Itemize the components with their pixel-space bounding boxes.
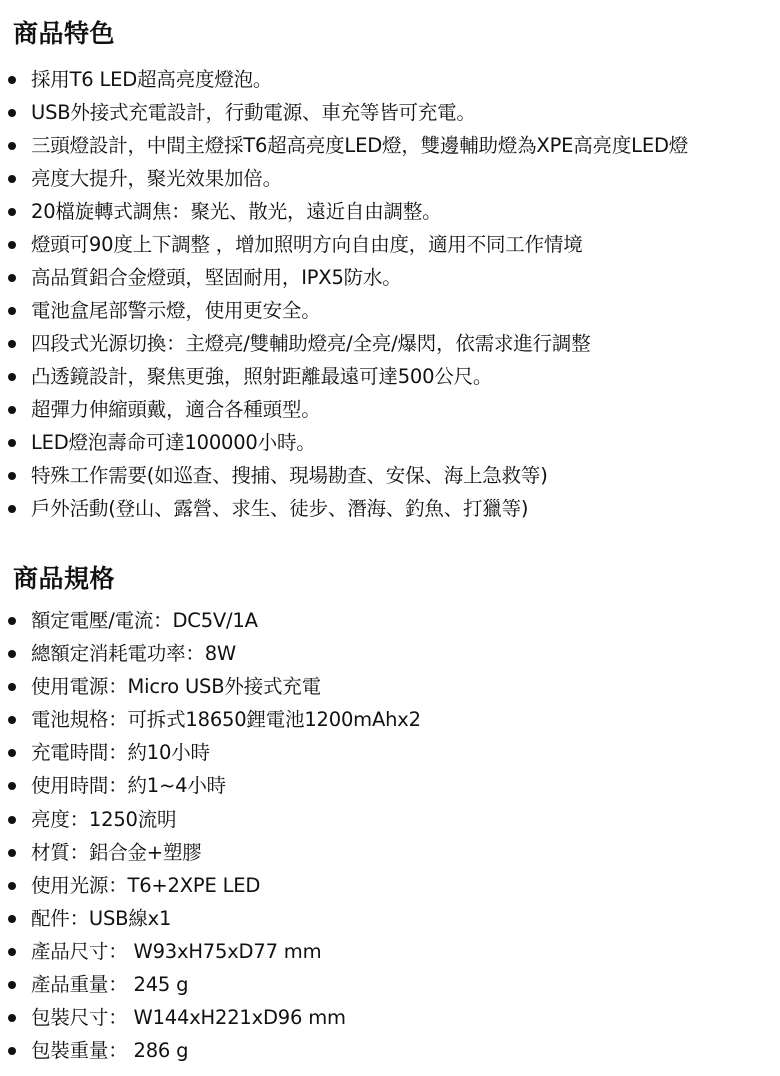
bullet-icon (8, 340, 16, 348)
feature-text: 20檔旋轉式調焦：聚光、散光，遠近自由調整。 (31, 200, 442, 223)
bullet-icon (8, 241, 16, 249)
bullet-icon (8, 472, 16, 480)
bullet-icon (8, 208, 16, 216)
spec-text: 充電時間：約10小時 (31, 741, 210, 765)
bullet-icon (8, 142, 16, 150)
bullet-icon (8, 307, 16, 315)
bullet-icon (8, 849, 16, 857)
spec-text: 材質：鋁合金+塑膠 (31, 840, 202, 864)
bullet-icon (8, 505, 16, 513)
feature-text: 採用T6 LED超高亮度燈泡。 (31, 68, 273, 91)
feature-text: 凸透鏡設計，聚焦更強，照射距離最遠可達500公尺。 (31, 365, 493, 388)
spec-text: 使用電源：Micro USB外接式充電 (31, 675, 321, 699)
feature-text: 亮度大提升，聚光效果加倍。 (31, 167, 282, 190)
bullet-icon (8, 1014, 16, 1022)
spec-text: 總額定消耗電功率：8W (31, 642, 236, 666)
feature-text: 三頭燈設計，中間主燈採T6超高亮度LED燈，雙邊輔助燈為XPE高亮度LED燈 (31, 134, 689, 157)
feature-text: 電池盒尾部警示燈，使用更安全。 (31, 299, 321, 322)
bullet-icon (8, 948, 16, 956)
feature-text: LED燈泡壽命可達100000小時。 (31, 431, 316, 454)
feature-text: 高品質鋁合金燈頭，堅固耐用，IPX5防水。 (31, 266, 402, 289)
spec-text: 配件：USB線x1 (31, 906, 172, 930)
bullet-icon (8, 274, 16, 282)
bullet-icon (8, 439, 16, 447)
feature-text: 戶外活動(登山、露營、求生、徒步、潛海、釣魚、打獵等) (31, 497, 529, 520)
bullet-icon (8, 650, 16, 658)
bullet-icon (8, 882, 16, 890)
bullet-icon (8, 981, 16, 989)
spec-text: 使用光源：T6+2XPE LED (31, 873, 261, 897)
feature-text: 四段式光源切換：主燈亮/雙輔助燈亮/全亮/爆閃，依需求進行調整 (31, 332, 591, 355)
feature-text: 特殊工作需要(如巡查、搜捕、現場勘查、安保、海上急救等) (31, 464, 548, 487)
bullet-icon (8, 915, 16, 923)
bullet-icon (8, 683, 16, 691)
spec-text: 包裝重量： 286 g (31, 1039, 189, 1063)
feature-text: USB外接式充電設計，行動電源、車充等皆可充電。 (31, 101, 476, 124)
bullet-icon (8, 76, 16, 84)
spec-text: 產品重量： 245 g (31, 973, 189, 997)
bullet-icon (8, 816, 16, 824)
feature-text: 燈頭可90度上下調整 ，增加照明方向自由度，適用不同工作情境 (31, 233, 583, 256)
spec-text: 包裝尺寸： W144xH221xD96 mm (31, 1006, 346, 1030)
features-title: 商品特色 (13, 19, 116, 48)
feature-text: 超彈力伸縮頭戴，適合各種頭型。 (31, 398, 321, 421)
bullet-icon (8, 617, 16, 625)
spec-text: 額定電壓/電流：DC5V/1A (31, 609, 258, 632)
bullet-icon (8, 175, 16, 183)
spec-text: 產品尺寸： W93xH75xD77 mm (31, 939, 322, 963)
spec-text: 亮度：1250流明 (31, 807, 177, 831)
spec-text: 電池規格：可拆式18650鋰電池1200mAhx2 (31, 708, 421, 732)
bullet-icon (8, 109, 16, 117)
specs-title: 商品規格 (13, 564, 116, 593)
bullet-icon (8, 716, 16, 724)
bullet-icon (8, 406, 16, 414)
spec-text: 使用時間：約1~4小時 (31, 774, 226, 798)
bullet-icon (8, 1047, 16, 1055)
bullet-icon (8, 373, 16, 381)
bullet-icon (8, 749, 16, 757)
bullet-icon (8, 782, 16, 790)
